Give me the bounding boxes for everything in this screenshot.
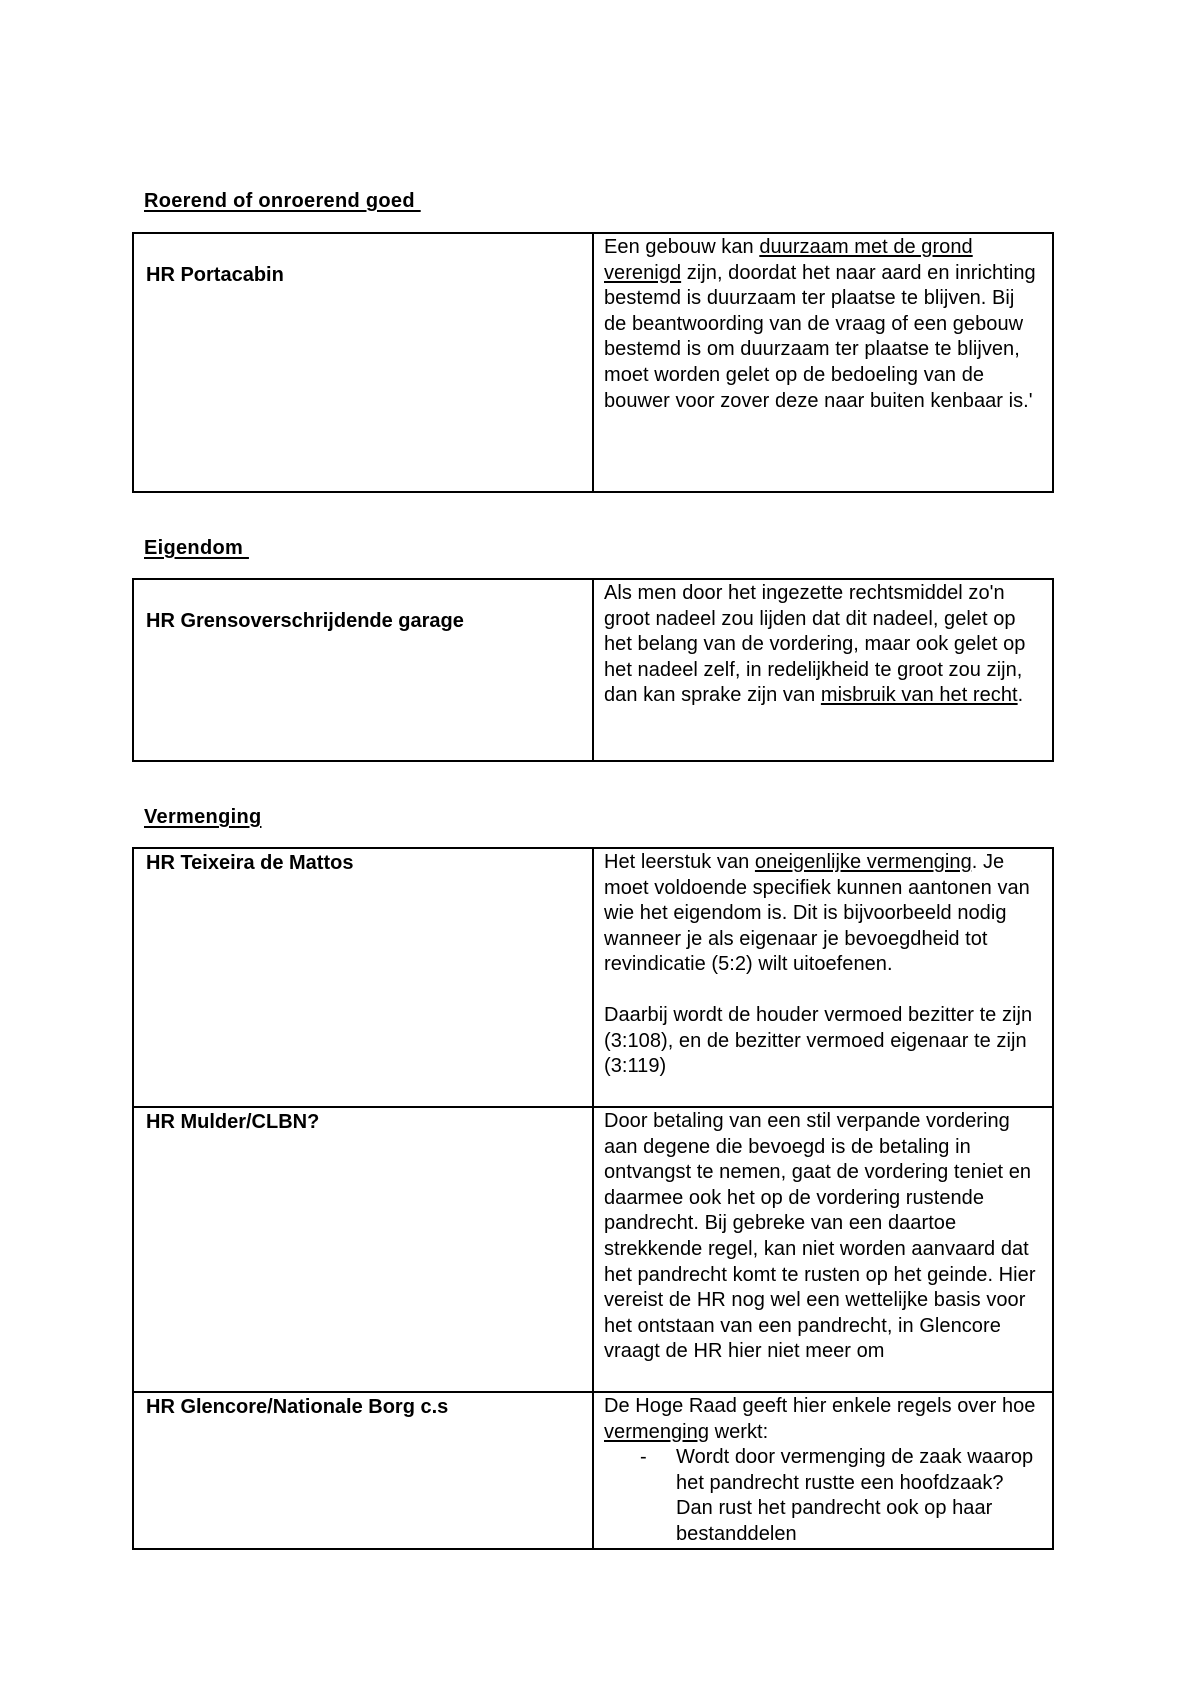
list-item: - Wordt door vermenging de zaak waarop het pandrecht rustte een hoofdzaak? Dan rust het pandrecht ook op haar bestanddelen [640,1446,1034,1545]
rule-paragraph-2: Daarbij wordt de houder vermoed bezitter te zijn (3:108), en de bezitter vermoed eigenaar te zijn (3:119) [604,1003,1033,1078]
case-cell [133,233,593,492]
caselaw-table-vermenging [132,847,1054,1550]
table-row [133,848,1053,1107]
section-heading-vermenging: Vermenging [144,806,262,828]
underlined-term: vermenging [604,1420,710,1443]
table-row [133,579,1053,761]
rule-cell [593,233,1053,492]
section-heading-eigendom: Eigendom [144,537,249,559]
case-cell [133,579,593,761]
case-name-mulder-clbn: HR Mulder/CLBN? [146,1111,320,1133]
underlined-term: duurzaam met de grond verenigd [604,236,973,284]
section-heading-roerend: Roerend of onroerend goed [144,190,421,212]
caselaw-table-roerend [132,232,1054,493]
table-row [133,233,1053,492]
dash-list [604,1445,1042,1547]
caselaw-table-eigendom [132,578,1054,762]
case-name-teixeira-de-mattos: HR Teixeira de Mattos [146,852,354,874]
case-name-glencore: HR Glencore/Nationale Borg c.s [146,1396,449,1418]
case-cell [133,1107,593,1392]
rule-cell [593,579,1053,761]
dash-marker: - [640,1446,647,1469]
underlined-term: misbruik van het recht [820,684,1018,707]
case-name-portacabin: HR Portacabin [146,264,284,286]
rule-text-portacabin: Een gebouw kan duurzaam met de grond verenigd zijn, doordat het naar aard en inrichting bestemd is duurzaam ter plaatse te blijven. Bij de beantwoording van de vraag of een gebouw bestemd is om duurzaam ter plaatse te blijven, moet worden gelet op de bedoeling van de bouwer voor zover deze naar buiten kenbaar is.' [604,236,1036,412]
rule-text-glencore: De Hoge Raad geeft hier enkele regels over hoe vermenging werkt: - Wordt door vermenging de zaak waarop het pandrecht rustte een hoofdzaak? Dan rust het pandrecht ook op haar bestanddelen [594,1393,1052,1548]
case-name-grensoverschrijdende-garage: HR Grensoverschrijdende garage [146,610,464,632]
rule-text-mulder-clbn: Door betaling van een stil verpande vordering aan degene die bevoegd is de betaling in ontvangst te nemen, gaat de vordering teniet en daarmee ook het op de vordering rustende pandrecht. Bij gebreke van een daartoe strekkende regel, kan niet worden aanvaard dat het pandrecht komt te rusten op het geinde. Hier vereist de HR nog wel een wettelijke basis voor het ontstaan van een pandrecht, in Glencore vraagt de HR hier niet meer om [604,1110,1036,1363]
rule-cell [593,848,1053,1107]
case-cell [133,1392,593,1549]
underlined-term: oneigenlijke vermenging [754,851,972,873]
rule-text-teixeira-de-mattos: Het leerstuk van oneigenlijke vermenging. Je moet voldoende specifiek kunnen aantonen van wie het eigendom is. Dit is bijvoorbeeld nodig wanneer je als eigenaar je bevoegdheid tot revindicatie (5:2) wilt uitoefenen. Daarbij wordt de houder vermoed bezitter te zijn (3:108), en de bezitter vermoed eigenaar te zijn (3:119) [594,849,1052,1080]
table-row [133,1392,1053,1549]
rule-cell [593,1107,1053,1392]
table-row [133,1107,1053,1392]
rule-cell [593,1392,1053,1549]
rule-text-grensoverschrijdende-garage: Als men door het ingezette rechtsmiddel zo'n groot nadeel zou lijden dat dit nadeel, gelet op het belang van de vordering, maar ook gelet op het nadeel zelf, in redelijkheid te groot zou zijn, dan kan sprake zijn van misbruik van het recht. [604,582,1026,707]
case-cell [133,848,593,1107]
